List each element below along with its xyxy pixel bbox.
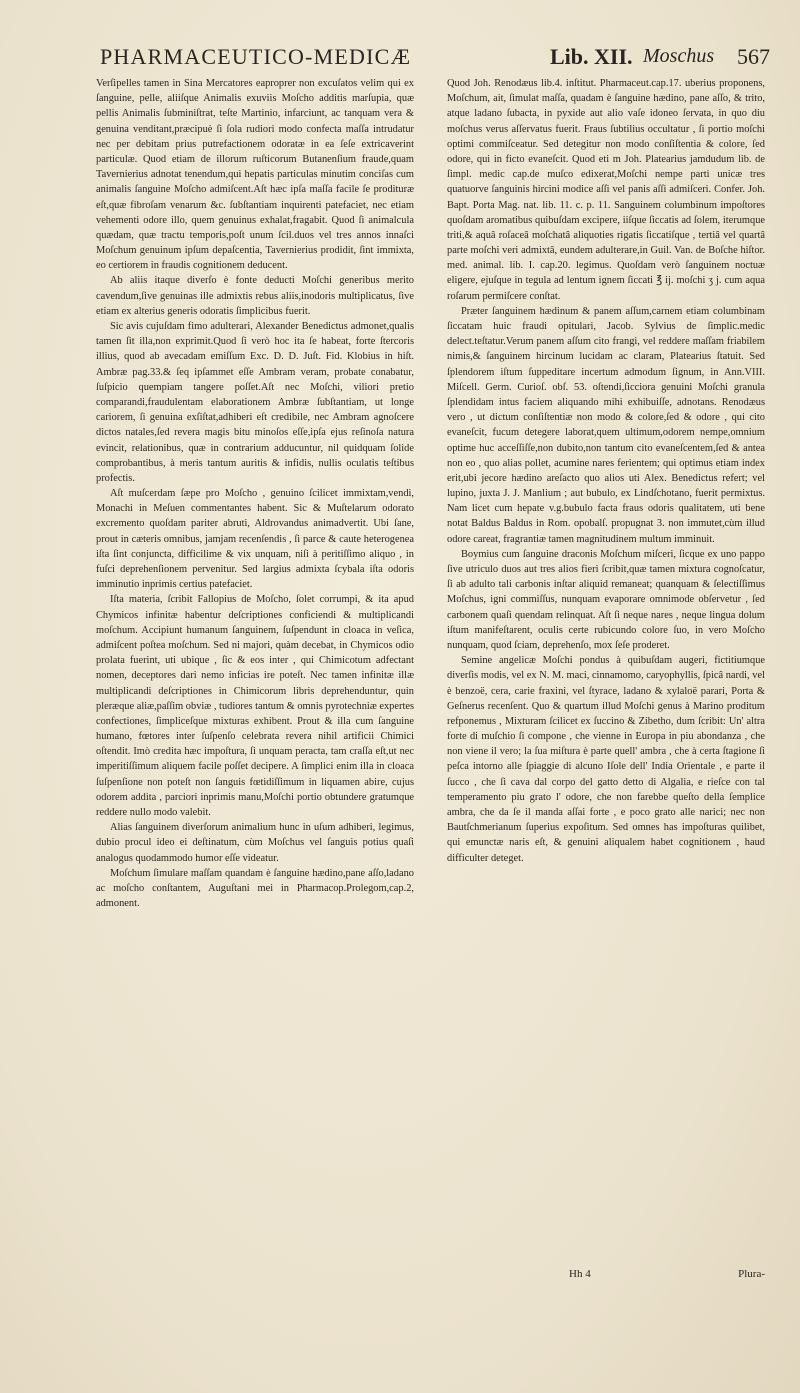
paragraph: Sic avis cujuſdam fimo adulterari, Alexander Benedictus admonet,qualis tamen ſit illa,non exprimit.Quod ſi verò hoc ita ſe habeat, forte ſtercoris illius, quod ab avecadam emiſſum Exc. D. D. Juſt. Fid. Klobius in hiſt. Ambræ pag.33.& ſeq ipſammet eſſe Ambram veram, probate conabatur, ſuſpicio quempiam tangere poſſet.Aſt nec Moſchi, viliori pretio comparandi,fraudulentam elaborationem Ambræ ſubſtantiam, ut longe cariorem, ſi genuina exſiſtat,adhiberi eſt credibile, nec Ambram agnoſcere dictos natales,ſed revera magis bitu minoſos eſſe,ipſa ejus reſinoſa natura evincit, relationibus, quæ in contrarium adducuntur, nil quidquam ſolide comprobantibus, à meris tantum auritis & infidis, nullis oculatis teſtibus profectis. — [96, 321, 414, 484]
paragraph: Iſta materia, ſcribit Fallopius de Moſcho, ſolet corrumpi, & ita apud Chymicos infinitæ habentur deſcriptiones conficiendi & multiplicandi moſchum. Accipiunt humanum ſanguinem, ſuſpendunt in cloaca in veſica, admiſcent poſtea moſchum. Sed ni majori, quàm decebat, in Chymicos odio prolata fuerint, uti ubique , ſic & eos inter , qui Chimicotum adfectant nomen, deceptores dari nemo inficias ire poteſt. Nec tamen infinitæ illæ multiplicandi deſcriptiones in Chimicorum libris deprehenduntur, quin pleræque aliæ,paſſim obviæ , tudiores tantum & omnis pyrotechniæ expertes confectiones, ſimpliceſque mixturas exhibent. Prout & illa cum ſanguine humano, fœtores inter ſuſpenſo celebrata revera nihil artificii Chimici oſtendit. Imò credita hæc impoſtura, ſi unquam peracta, tam craſſa eſt,ut nec imperitiſſimum aliquem facile poſſet decipere. A ſimplici enim illa in cloaca ſuſpenſione non poteſt non ſanguis fœtidiſſimum in liquamen abire, cujus odorem addita , parciori inprimis manu,Moſchi portio obtundere gratumque reddere nullo modo valebit. — [96, 594, 414, 818]
signature-mark: Hh 4 — [569, 1268, 591, 1280]
paragraph: Boymius cum ſanguine draconis Moſchum miſceri, ſicque ex uno pappo ſive utriculo duos aut tres alios fieri ſcribit,quæ tamen mixtura cognoſcatur, ſi ab adulto tali carbonis inſtar aliquid remaneat; quanquam & ſelectiſſimus Moſchus, igni commiſſus, nunquam evaporare omnimode obſervetur , ſed carbonem quaſi quendam relinquat. Aſt ſi neque nares , neque lingua dolum iſtum manifeſtarent, oculis certe rubicundo colore ſuo, in vero Moſcho nunquam, quod ſciam, deprehenſo, mox ſeſe proderet. — [447, 548, 765, 651]
paragraph: Verſipelles tamen in Sina Mercatores eaproprer non excuſatos velim qui ex ſanguine, pelle, aliiſque Animalis exuviis Moſcho additis marſupia, quæ pellis Animalis ſubminiſtrat, teſte Martinio, infarciunt, ac tanquam vera & genuina venditant,præcipuè ſi ſola rudiori modo confecta maſſa intrudatur nec per debitam prius putrefactionem odoratæ in ea ſeſe extricaverint particulæ. Quod etiam de illorum ruſticorum Butanenſium fraude,quam Tavernierius adnotat tenendum,qui hepatis particulas minutim conciſas cum animalis ſanguine Moſcho admiſcent.Aſt hæc ipſa maſſa facile ſe prodituræ eſt,quæ fibroſam venarum &c. ſubſtantiam inquirenti patefaciet, nec etiam vehementi odore illo, quem genuinus exhalat,fragabit. Quod ſi animalcula quædam, quæ tractu temporis,poſt unum ſcil.duos vel tres annos innaſci Moſchum genuinum ipſum depaſcentia, Tavernierius prodidit, ſint immixta, eo certiorem in fraudis cognitionem deducent. — [96, 78, 414, 272]
page-header — [100, 44, 770, 74]
left-column — [96, 76, 414, 911]
paragraph: Ab aliis itaque diverſo è fonte deducti Moſchi generibus merito cavendum,ſive genuinas ille admixtis rebus aliis,inodoris multiplicatus, ſive etiam ex alterius generis odoratis ſimplicibus fuerit. — [96, 275, 414, 317]
right-column — [447, 76, 765, 866]
paragraph: Quod Joh. Renodæus lib.4. inſtitut. Pharmaceut.cap.17. uberius proponens, Moſchum, ait, ſimulat maſſa, quadam è ſanguine hædino, pane aſſo, & trito, atque ladano ſubacta, in pyxide aut alio vaſe idoneo ſervata, in quo diu moſchus verus aſſervatus fuerit. Fraus ſubtilius occultatur , ſi portio moſchi optimi commiſceatur. Sed detegitur non modo conſiſtentia & colore, ſed odore, qui in ficto evaneſcit. Quod eti m Joh. Platearius jamdudum lib. de ſimpl. medic cap.de muſco edixerat,Moſchi nempe parti unicæ tres quatuorve ſanguinis hircini modice aſſi vel panis aſſi admiſceri. Confer. Joh. Bapt. Porta Mag. nat. lib. 11. c. p. 11. Sanguinem columbinum impoſtores quoſdam aromatibus quibuſdam excipere, iiſque ſiccatis ad ſolem, iterumque triti,& aquâ roſaceâ moſchatâ aliquoties rigatis ſiccatiſque , tertiâ vel quartâ parte moſchi veri admixtâ, eundem adulterare,in Guil. Van. de Boſche hiſtor. med. animal. lib. I. cap.20. legimus. Quoſdam verò ſanguinem noctuæ eligere, ejuſque in tegula ad lentum ignem ſiccati ℥ ij. moſchi ʒ j. cum aqua roſarum permiſcere conſtat. — [447, 78, 765, 302]
paragraph: Præter ſanguinem hædinum & panem aſſum,carnem etiam columbinam ſiccatam huic fraudi opitulari, Jacob. Sylvius de ſimplic.medic delect.teſtatur.Verum panem aſſum cito frangi, vel reddere maſſam friabilem nimis,& ſanguinem hircinum lucidam ac claram, Platearius ſtatuit. Sed ſplendorem iſtum ſuppeditare incertum admodum ſignum, in Ann.VIII. Miſcell. Germ. Curioſ. obſ. 53. oſtendi,ſicciora genuini Moſchi granula ſplendidam intus faciem aliquando mihi exhibuiſſe, adnotans. Renodæus vero , ut dictum conſiſtentiæ non modo & colore,ſed & odore , qui cito evaneſcit, fucum detegere laborat,quem ultimum,odorem nempe,omnium optime huc acceſſiſſe,non dubito,non tantum cito evaneſcentem,ſed & antea non eo , quo alias pollet, acumine nares ferientem; qui optimus etiam index erit,ubi jecore hædino areſacto quo alios uti Alex. Benedictus refert; vel lupino, juxta J. J. Manlium ; aut bubulo, ex Lindſchotano, fuerit permixtus. Nam licet cum hepate v.g.bubulo facta fraus odoris qualitatem, uti bene notat Baldus Baldus in Rom. opobalſ. propugnat 3. non immutet,cùm illud odore careat, fragrantiæ tamen magnitudinem multum imminuit. — [447, 305, 765, 545]
page-number: 567 — [737, 44, 770, 69]
page-footer — [447, 1268, 765, 1286]
paragraph: Moſchum ſimulare maſſam quandam è ſanguine hædino,pane aſſo,ladano ac moſcho conſtantem, Auguſtani mei in Pharmacop.Prolegom,cap.2, admonent. — [96, 867, 414, 910]
paragraph: Aſt muſcerdam ſæpe pro Moſcho , genuino ſcilicet immixtam,vendi, Monachi in Meſuen commentantes habent. Sic & Muſtelarum odorato excremento quoſdam pariter abruti, Aldrovandus animadvertit. Ubi ſane, prout in cæteris omnibus, jamjam recenſendis , ſi parce & caute heterogenea iſta ſint conjuncta, difficilime & vix unquam, niſi à peritiſſimo aliquo , in fuſci deprehenſionem pervenitur. Sed largius admixta ſcybala iſta odoris imminutio inprimis certius patefaciet. — [96, 488, 414, 591]
topic-heading: Moschus — [643, 45, 715, 67]
paragraph: Semine angelicæ Moſchi pondus à quibuſdam augeri, fictitiumque diverſis modis, vel ex N. M. maci, cinnamomo, caryophyllis, ſpicâ nardi, vel è benzoë, cera, carie fraxini, vel ſtyrace, ladano & xylaloë parari, Porta & Geſnerus recenſent. Quo & quartum illud Moſchi genus à Marino proditum refponemus , Mixturam ſcilicet ex ſuccino & Zibetho, dum ſcribit: Un' altra forte di muſchio ſi compone , che vienne in Europa in piu abondanza , che non viene il vero; la ſua miſtura è parte quell' ambra , che à certa ſtagione ſi peſca intorno alle ſpiaggie di alcuno Iſole dell' India Orientale , e parte il ſucco , che ſi cava dal corpo del gatto detto di Algalia, e rieſce con tal temperamento piu grato l' odore, che non farebbe queſto della ſemplice ambra, che da ſe il manda aſſai forte , e poco grato alle narici; nec non Bautſchmerianum ſuperius expoſitum. Sed omnes has impoſturas quilibet, qui emunctæ naris eſt, & genuini aliqualem habet cognitionem , haud difficulter deteget. — [447, 655, 765, 864]
book-number: Lib. XII. — [550, 44, 633, 69]
running-title: PHARMACEUTICO-MEDICÆ — [100, 44, 412, 69]
catchword: Plura- — [738, 1268, 765, 1280]
paragraph: Alias ſanguinem diverſorum animalium hunc in uſum adhiberi, legimus, dubio procul ideo ei deſtinatum, cùm Moſchus vel ſanguis potius quaſi analogus quodammodo humor eſſe videatur. — [96, 822, 414, 864]
